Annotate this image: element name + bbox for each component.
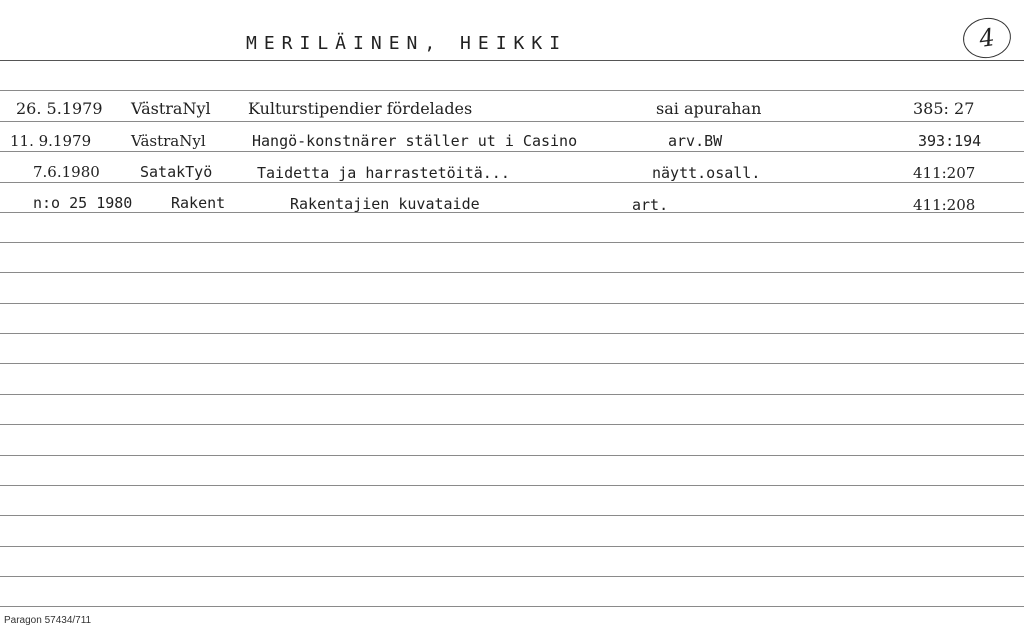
card-footer: Paragon 57434/711 (4, 615, 92, 626)
rule-line (0, 182, 1024, 183)
rule-line (0, 606, 1024, 607)
rule-line (0, 121, 1024, 122)
card-title: MERILÄINEN, HEIKKI (246, 33, 568, 54)
entry-source: SatakTyö (140, 163, 213, 181)
rule-line (0, 242, 1024, 243)
entry-ref: 385: 27 (913, 99, 975, 118)
rule-line (0, 424, 1024, 425)
entry-source: VästraNyl (131, 99, 211, 118)
entry-date: 11. 9.1979 (10, 132, 92, 150)
entry-note: arv.BW (668, 132, 723, 150)
rule-line (0, 333, 1024, 334)
rule-line (0, 272, 1024, 273)
rule-line (0, 455, 1024, 456)
rule-line (0, 576, 1024, 577)
entry-note: sai apurahan (656, 99, 762, 118)
entry-ref: 411:208 (913, 196, 976, 214)
entry-title: Hangö-konstnärer ställer ut i Casino (252, 132, 578, 150)
rule-line (0, 303, 1024, 304)
entry-note: näytt.osall. (652, 164, 761, 182)
entry-date: 26. 5.1979 (16, 99, 103, 118)
entry-title: Kulturstipendier fördelades (248, 99, 473, 118)
entry-ref: 393:194 (918, 132, 982, 150)
entry-date: 7.6.1980 (33, 163, 100, 181)
rule-line (0, 485, 1024, 486)
entry-source: VästraNyl (131, 132, 206, 150)
entry-title: Taidetta ja harrastetöitä... (257, 164, 510, 182)
rule-line (0, 515, 1024, 516)
rule-line (0, 151, 1024, 152)
top-rule (0, 60, 1024, 61)
rule-line (0, 90, 1024, 91)
entry-title: Rakentajien kuvataide (290, 195, 480, 213)
card-number: 4 (977, 23, 997, 53)
rule-line (0, 212, 1024, 213)
entry-date: n:o 25 1980 (33, 194, 133, 212)
rule-line (0, 546, 1024, 547)
entry-source: Rakent (171, 194, 226, 212)
entry-ref: 411:207 (913, 164, 976, 182)
rule-line (0, 394, 1024, 395)
rule-line (0, 363, 1024, 364)
card-number-circle (960, 15, 1013, 61)
entry-note: art. (632, 196, 669, 214)
